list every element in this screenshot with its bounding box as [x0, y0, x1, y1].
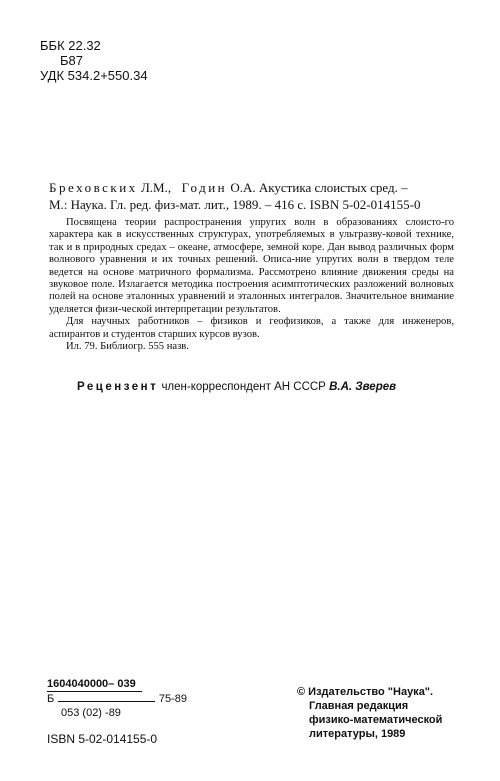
- author-2-initials: О.А.: [230, 180, 256, 195]
- abstract-paragraph-2: Для научных работников – физиков и геофизиков, а также для инженеров, аспирантов и студентов старших курсов вузов.: [49, 316, 454, 340]
- reviewer-name: В.А. Зверев: [329, 381, 397, 393]
- bbk-code: ББК 22.32: [40, 38, 101, 53]
- catalog-rule: [58, 692, 155, 702]
- isbn: ISBN 5-02-014155-0: [47, 732, 158, 746]
- bibliographic-heading: [49, 179, 459, 213]
- abstract-paragraph-3: Ил. 79. Библиогр. 555 назв.: [66, 341, 189, 353]
- reviewer-line: [77, 381, 396, 393]
- abstract: [49, 217, 454, 353]
- imprint-line: М.: Наука. Гл. ред. физ-мат. лит., 1989. – 416 с. ISBN 5-02-014155-0: [49, 197, 421, 212]
- catalog-codes: [47, 677, 187, 746]
- author-1-initials: Л.М.,: [140, 180, 172, 195]
- udk-code: УДК 534.2+550.34: [40, 68, 148, 83]
- author-1-surname: Бреховских: [49, 180, 138, 195]
- catalog-code-row: [47, 692, 187, 706]
- publisher-block: [297, 685, 442, 741]
- catalog-code-1: 1604040000– 039: [47, 677, 142, 692]
- author-mark: Б87: [60, 53, 83, 68]
- author-2-surname: Годин: [181, 180, 228, 195]
- reviewer-role: член-корреспондент АН СССР: [161, 381, 326, 393]
- publisher-line-2: Главная редакция: [309, 700, 409, 712]
- classification-block: [40, 38, 148, 83]
- book-title: Акустика слоистых сред. –: [258, 180, 408, 195]
- publisher-line-3: физико-математической: [309, 714, 443, 726]
- heading-line-1: [49, 179, 459, 196]
- catalog-letter: Б: [47, 693, 55, 705]
- reviewer-label: Рецензент: [77, 381, 159, 393]
- catalog-code-2: 053 (02) -89: [61, 707, 121, 719]
- catalog-range: 75-89: [158, 693, 187, 705]
- publisher-line-4: литературы, 1989: [309, 728, 406, 740]
- abstract-paragraph-1: Посвящена теории распространения упругих волн в образованиях слоисто-го характера как в искусственных структурах, употребляемых в ультразву-ковой технике, так и в природных средах – океане, атмосфере, земной коре. Дан вывод различных форм волнового уравнения и их точных решений. Описа-ние упругих волн в твердом теле ведется на основе матричного формализма. Рассмотрено влияние движения среды на звуковое поле. Излагается методика построения асимптотических разложений волновых полей на основе эталонных уравнений и эталонных интегралов. Значительное внимание уделяется физи-ческой интерпретации результатов.: [49, 217, 454, 315]
- publisher-copyright: © Издательство "Наука".: [297, 686, 434, 698]
